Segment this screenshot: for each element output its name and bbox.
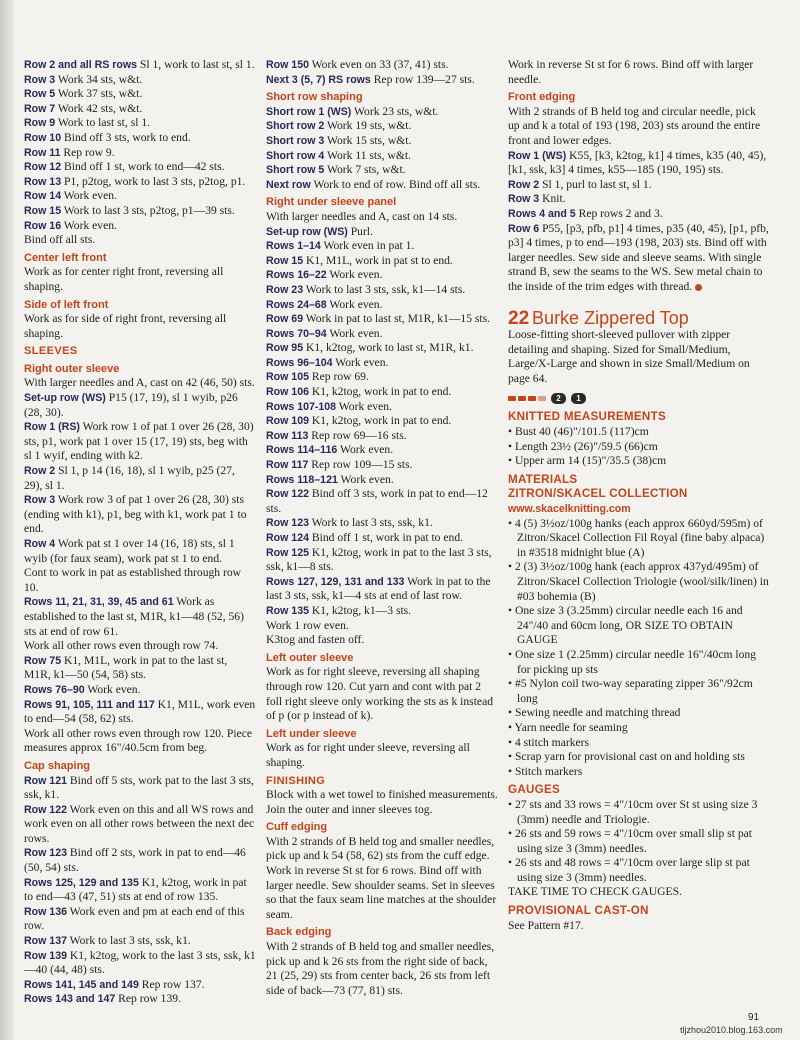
- instruction-row: [24, 116, 256, 131]
- measurements-heading: KNITTED MEASUREMENTS: [508, 410, 667, 424]
- row-text: Rep row 139.: [115, 992, 181, 1006]
- row-text: Work even.: [337, 472, 394, 486]
- instruction-row: [266, 575, 498, 604]
- row-label: Rows 143 and 147: [24, 993, 116, 1006]
- row-label: Row 122: [266, 488, 309, 501]
- material-item: • One size 3 (3.25mm) circular needle each 16 and 24"/40 and 60cm long, OR SIZE TO OBTAIN GAUGE: [508, 604, 743, 647]
- row-text: K55, [k3, k2tog, k1] 4 times, k35 (40, 45), [k1, ssk, k3] 4 times, k55—185 (190, 195) sts.: [508, 148, 767, 177]
- row-label: Rows 4 and 5: [508, 207, 576, 220]
- gauges-heading: GAUGES: [508, 783, 561, 797]
- instruction-row: [24, 537, 256, 566]
- row-label: Short row 1 (WS): [266, 105, 352, 118]
- row-label: Row 23: [266, 283, 304, 296]
- row-label: Row 4: [24, 538, 56, 550]
- row-text: Bind off 5 sts, work pat to the last 3 sts, ssk, k1.: [24, 773, 254, 802]
- row-label: Row 3: [508, 193, 540, 206]
- instruction-row: [266, 429, 498, 444]
- instruction-row: [508, 222, 770, 295]
- row-text: Work row 3 of pat 1 over 26 (28, 30) sts (ending with k1), p1, beg with k1, work pat 1 to end.: [24, 493, 247, 536]
- row-text: Work as for center right front, reversing all shaping.: [24, 265, 224, 293]
- row-text: Work even on 33 (37, 41) sts.: [308, 58, 449, 71]
- row-text: Work to end of row. Bind off all sts.: [310, 177, 481, 191]
- row-label: Row 122: [24, 803, 67, 816]
- instruction-row: [508, 149, 770, 178]
- instruction-row: [24, 774, 256, 803]
- row-label: Row 105: [266, 371, 309, 384]
- row-label: Short row 4: [266, 149, 325, 162]
- row-label: Row 11: [24, 146, 61, 159]
- instruction-row: [266, 239, 498, 254]
- row-label: Rows 118–121: [266, 473, 338, 486]
- row-text: Work to last st, sl 1.: [55, 116, 151, 130]
- section-heading: SLEEVES: [24, 345, 78, 358]
- row-label: Row 137: [24, 935, 67, 948]
- row-label: Set-up row (WS): [24, 392, 106, 405]
- row-label: Row 75: [24, 654, 62, 667]
- row-text: Bind off 2 sts, work in pat to end—46 (50, 54) sts.: [24, 846, 246, 875]
- row-text: Rep row 69—16 sts.: [308, 428, 407, 442]
- row-label: Rows 125, 129 and 135: [24, 876, 139, 889]
- row-label: Row 2: [24, 465, 56, 478]
- row-label: Row 14: [24, 190, 62, 203]
- row-text: K1, k2tog, k1—3 sts.: [308, 603, 412, 617]
- row-text: P55, [p3, pfb, p1] 4 times, p35 (40, 45), [p1, pfb, p3] 4 times, p to end—193 (198, 203) sts. Bind off with larger needles. Sew side and sleeve seams. With single strand B, sew the seams to the WS. Sew metal chain to the inside of the trim edges with thread.: [508, 221, 769, 293]
- material-item: • Scrap yarn for provisional cast on and holding sts: [508, 750, 745, 764]
- row-text: Work as for right sleeve, reversing all shaping through row 120. Cut yarn and cont with pat 2 foll right sleeve only working the sts as k instead of p (or p instead of k).: [266, 665, 494, 723]
- row-label: Row 69: [266, 313, 304, 326]
- section-heading: Right under sleeve panel: [266, 196, 397, 209]
- row-text: K1, k2tog, work to last st, M1R, k1.: [303, 341, 474, 355]
- row-text: Sl 1, p 14 (16, 18), sl 1 wyib, p25 (27, 29), sl 1.: [24, 464, 235, 492]
- row-text: K3tog and fasten off.: [266, 633, 365, 647]
- row-label: Short row 3: [266, 134, 325, 147]
- instruction-row: [266, 385, 498, 400]
- instruction-row: [24, 391, 256, 420]
- row-label: Rows 91, 105, 111 and 117: [24, 698, 155, 711]
- pattern-title: [508, 307, 770, 329]
- row-text: Work all other rows even through row 74.: [24, 639, 219, 653]
- row-text: Work 7 sts, w&t.: [324, 163, 406, 177]
- row-text: Sl 1, purl to last st, sl 1.: [539, 177, 652, 191]
- row-label: Row 10: [24, 131, 62, 144]
- section-heading: Cuff edging: [266, 821, 328, 834]
- instruction-row: [266, 458, 498, 473]
- section-heading: Front edging: [508, 91, 576, 104]
- row-label: Row 106: [266, 386, 309, 399]
- row-text: Work as established to the last st, M1R, k1—48 (52, 56) sts at end of row 61.: [24, 595, 244, 638]
- instruction-row: [24, 803, 256, 847]
- instruction-row: [266, 531, 498, 546]
- instruction-text: [266, 619, 498, 634]
- row-label: Rows 70–94: [266, 327, 327, 340]
- row-text: Purl.: [347, 224, 373, 238]
- instruction-row: [24, 992, 256, 1007]
- row-text: Work 34 sts, w&t.: [55, 72, 143, 86]
- row-label: Rows 11, 21, 31, 39, 45 and 61: [24, 596, 174, 609]
- instruction-text: [266, 210, 498, 225]
- row-text: Work even.: [84, 682, 141, 696]
- instruction-text: [24, 639, 256, 654]
- row-label: Row 12: [24, 161, 62, 174]
- instruction-row: [508, 178, 770, 193]
- row-label: Row 5: [24, 88, 56, 101]
- instruction-row: [266, 149, 498, 164]
- instruction-text: [24, 376, 256, 391]
- row-label: Rows 114–116: [266, 444, 338, 457]
- instruction-row: [508, 192, 770, 207]
- row-label: Rows 141, 145 and 149: [24, 978, 139, 991]
- row-text: Work 42 sts, w&t.: [55, 101, 143, 115]
- row-label: Row 16: [24, 219, 62, 232]
- section-heading: FINISHING: [266, 774, 326, 787]
- instruction-row: [24, 58, 256, 73]
- row-label: Rows 107-108: [266, 400, 337, 413]
- column-left: [24, 58, 256, 1007]
- instruction-row: [24, 131, 256, 146]
- row-text: Work even.: [336, 399, 392, 413]
- row-text: Bind off all sts.: [24, 233, 96, 247]
- skill-dash-icon: [518, 396, 526, 401]
- row-text: Work pat st 1 over 14 (16, 18) sts, sl 1 wyib (for faux seam), work pat st 1 to end.: [24, 537, 235, 565]
- materials-heading: MATERIALS: [508, 472, 578, 486]
- skill-level-indicator: [508, 393, 770, 404]
- watermark: tljzhou2010.blog.163.com: [680, 1025, 783, 1035]
- row-text: Work to last 3 sts, ssk, k1.: [308, 516, 433, 530]
- row-text: Work even.: [326, 297, 383, 311]
- row-label: Row 113: [266, 429, 309, 442]
- instruction-row: [24, 493, 256, 537]
- yarn-weight-badge: 1: [571, 393, 586, 404]
- row-text: K1, k2tog, work in pat to the last 3 sts, ssk, k1—8 sts.: [266, 545, 492, 574]
- row-text: Work even.: [337, 443, 394, 457]
- row-label: Row 3: [24, 73, 56, 86]
- instruction-row: [266, 134, 498, 149]
- material-item: • 4 stitch markers: [508, 735, 590, 749]
- gauge-item: • 26 sts and 48 rows = 4"/10cm over large slip st pat using size 3 (3mm) needles.: [508, 856, 750, 884]
- row-text: Cont to work in pat as established through row 10.: [24, 566, 242, 594]
- instruction-row: [24, 464, 256, 493]
- instruction-row: [266, 225, 498, 240]
- instruction-row: [266, 73, 498, 88]
- instruction-row: [266, 58, 498, 73]
- row-label: Row 15: [24, 204, 62, 217]
- instruction-text: [24, 566, 256, 595]
- row-label: Row 7: [24, 102, 56, 115]
- row-label: Next 3 (5, 7) RS rows: [266, 73, 371, 86]
- material-item: • Stitch markers: [508, 764, 583, 778]
- yarn-weight-badge: 2: [551, 393, 566, 404]
- material-item: • Yarn needle for seaming: [508, 720, 628, 734]
- material-item: • 4 (5) 3½oz/100g hanks (each approx 660yd/595m) of Zitron/Skacel Collection Fil Royal (fine baby alpaca) in #3518 midnight blue (A): [508, 516, 765, 559]
- row-label: Row 125: [266, 546, 309, 559]
- row-text: Work even.: [326, 268, 383, 282]
- row-text: Work to last 3 sts, ssk, k1—14 sts.: [303, 282, 466, 296]
- pattern-name: Burke Zippered Top: [532, 307, 689, 328]
- row-text: With larger needles and A, cast on 14 sts.: [266, 209, 458, 223]
- row-label: Row 123: [24, 847, 67, 860]
- row-label: Row 1 (WS): [508, 149, 567, 162]
- measurement-item: • Upper arm 14 (15)"/35.5 (38)cm: [508, 454, 667, 468]
- row-text: Work even.: [61, 189, 117, 203]
- row-label: Row 139: [24, 949, 67, 962]
- section-heading: Back edging: [266, 926, 332, 939]
- provisional-heading: PROVISIONAL CAST-ON: [508, 904, 649, 918]
- row-text: Work even.: [61, 218, 117, 232]
- instruction-row: [24, 87, 256, 102]
- gauge-item: • 27 sts and 33 rows = 4"/10cm over St st using size 3 (3mm) needle and Triologie.: [508, 797, 758, 826]
- pattern-intro: Loose-fitting short-sleeved pullover with zipper detailing and shaping. Sized for Small/Medium, Large/X-Large and shown in size Small/Medium on page 64.: [508, 328, 750, 385]
- column-middle: [266, 58, 498, 998]
- row-label: Row 121: [24, 774, 67, 787]
- instruction-text: [266, 633, 498, 648]
- row-label: Row 95: [266, 342, 304, 355]
- instruction-row: [266, 604, 498, 619]
- gauge-item: • 26 sts and 59 rows = 4"/10cm over small slip st pat using size 3 (3mm) needles.: [508, 827, 752, 855]
- end-of-pattern-icon: [695, 284, 702, 291]
- instruction-text: [266, 940, 498, 998]
- instruction-row: [266, 163, 498, 178]
- instruction-row: [266, 516, 498, 531]
- section-heading: Left outer sleeve: [266, 651, 354, 664]
- row-text: Work 37 sts, w&t.: [55, 87, 143, 101]
- row-text: Rep row 139—27 sts.: [370, 72, 475, 86]
- instruction-row: [24, 949, 256, 978]
- row-label: Rows 127, 129, 131 and 133: [266, 575, 405, 588]
- material-item: • 2 (3) 3½oz/100g hank (each approx 437yd/495m) of Zitron/Skacel Collection Triologie (wool/silk/linen) in #03 bohemia (B): [508, 560, 769, 603]
- row-label: Row 135: [266, 604, 309, 617]
- row-label: Row 6: [508, 222, 540, 235]
- row-text: With larger needles and A, cast on 42 (46, 50) sts.: [24, 376, 255, 390]
- row-label: Row 15: [266, 254, 304, 267]
- row-text: Work in reverse St st for 6 rows. Bind off with larger needle.: [508, 58, 754, 86]
- instruction-row: [266, 105, 498, 120]
- instruction-row: [266, 268, 498, 283]
- row-text: K1, M1L, work in pat to the last st, M1R, k1—50 (54, 58) sts.: [24, 653, 228, 682]
- row-text: Work even and pm at each end of this row.: [24, 904, 245, 933]
- row-label: Row 109: [266, 415, 309, 428]
- instruction-text: [508, 58, 770, 87]
- page-gutter-shadow: [0, 0, 14, 1040]
- instruction-row: [508, 207, 770, 222]
- instruction-row: [266, 312, 498, 327]
- section-heading: Left under sleeve: [266, 727, 357, 740]
- row-text: Work even.: [332, 355, 389, 369]
- row-label: Short row 2: [266, 120, 325, 133]
- measurement-item: • Bust 40 (46)"/101.5 (117)cm: [508, 425, 649, 439]
- row-text: Work 11 sts, w&t.: [324, 148, 411, 162]
- instruction-row: [266, 356, 498, 371]
- row-text: Work 23 sts, w&t.: [351, 104, 439, 118]
- row-text: Work in pat to the last 3 sts, ssk, k1—4 sts at end of last row.: [266, 574, 491, 603]
- instruction-row: [266, 254, 498, 269]
- row-label: Rows 1–14: [266, 240, 321, 253]
- instruction-row: [266, 400, 498, 415]
- row-text: K1, M1L, work in pat st to end.: [303, 253, 453, 267]
- instruction-row: [266, 341, 498, 356]
- row-text: Work 19 sts, w&t.: [324, 119, 412, 133]
- skill-dash-icon: [528, 396, 536, 401]
- instruction-text: [24, 233, 256, 248]
- row-label: Row 150: [266, 59, 309, 71]
- gauge-note: TAKE TIME TO CHECK GAUGES.: [508, 885, 682, 899]
- row-text: With 2 strands of B held tog and smaller needles, pick up and k 26 sts from the right side of back, 21 (25, 29) sts from center back, 26 sts from left side of back—73 (77, 81) sts.: [266, 940, 495, 997]
- instruction-row: [24, 595, 256, 639]
- instruction-text: [266, 835, 498, 923]
- row-label: Rows 96–104: [266, 356, 333, 369]
- row-text: K1, k2tog, work in pat to end.: [308, 385, 452, 399]
- instruction-row: [266, 414, 498, 429]
- instruction-row: [24, 876, 256, 905]
- row-text: Bind off 1 st, work in pat to end.: [308, 531, 464, 544]
- instruction-row: [24, 102, 256, 117]
- section-heading: Right outer sleeve: [24, 362, 120, 375]
- row-label: Row 3: [24, 494, 56, 507]
- row-text: Work to last 3 sts, p2tog, p1—39 sts.: [61, 203, 235, 217]
- row-text: With 2 strands of B held tog and smaller needles, pick up and k 54 (58, 62) sts from the cuff edge. Work in reverse St st for 6 rows. Bind off with larger needle. Sew shoulder seams. Set in sleeves so that the faux seam line matches at the shoulder seam.: [266, 834, 497, 921]
- row-text: With 2 strands of B held tog and circular needle, pick up and k a total of 193 (198, 203) sts around the entire front and lower edges.: [508, 104, 761, 147]
- row-text: P1, p2tog, work to last 3 sts, p2tog, p1.: [61, 174, 246, 188]
- instruction-text: [24, 727, 256, 756]
- instruction-row: [266, 283, 498, 298]
- row-text: K1, M1L, work even to end—54 (58, 62) sts.: [24, 697, 256, 726]
- instruction-row: [24, 698, 256, 727]
- instruction-row: [24, 905, 256, 934]
- row-label: Row 2: [508, 178, 540, 191]
- row-text: Rep row 109—15 sts.: [308, 458, 413, 472]
- row-label: Row 124: [266, 532, 309, 544]
- instruction-row: [24, 654, 256, 683]
- row-text: Work in pat to last st, M1R, k1—15 sts.: [303, 312, 491, 326]
- measurement-item: • Length 23½ (26)"/59.5 (66)cm: [508, 439, 658, 453]
- row-text: K1, k2tog, work in pat to end.: [308, 414, 452, 428]
- row-label: Row 117: [266, 459, 309, 472]
- row-text: Bind off 3 sts, work to end.: [61, 130, 191, 144]
- section-heading: Center left front: [24, 251, 107, 264]
- row-text: Work 15 sts, w&t.: [324, 133, 412, 147]
- instruction-row: [266, 370, 498, 385]
- row-text: K1, k2tog, work in pat to end—43 (47, 51) sts at end of row 135.: [24, 875, 247, 904]
- instruction-row: [266, 443, 498, 458]
- instruction-row: [24, 846, 256, 875]
- page-number: 91: [748, 1012, 760, 1023]
- row-text: Rep row 9.: [60, 145, 115, 159]
- instruction-row: [24, 175, 256, 190]
- row-text: Rep rows 2 and 3.: [575, 206, 663, 220]
- section-heading: Cap shaping: [24, 759, 91, 772]
- row-text: P15 (17, 19), sl 1 wyib, p26 (28, 30).: [24, 391, 238, 419]
- brand-url: www.skacelknitting.com: [508, 503, 631, 516]
- pattern-number: 22: [508, 307, 530, 329]
- row-text: Work all other rows even through row 120. Piece measures approx 16"/40.5cm from beg.: [24, 726, 252, 755]
- material-item: • Sewing needle and matching thread: [508, 706, 681, 720]
- row-label: Row 2 and all RS rows: [24, 59, 138, 71]
- instruction-row: [24, 219, 256, 234]
- row-text: Knit.: [539, 192, 566, 206]
- row-label: Row 13: [24, 175, 62, 188]
- instruction-row: [266, 298, 498, 313]
- instruction-row: [24, 160, 256, 175]
- row-text: K1, k2tog, work to the last 3 sts, ssk, k1—40 (44, 48) sts.: [24, 948, 256, 977]
- row-text: Bind off 3 sts, work in pat to end—12 sts.: [266, 487, 488, 515]
- section-heading: Side of left front: [24, 298, 109, 311]
- row-text: Rep row 137.: [138, 977, 205, 991]
- front-edging-section: [508, 58, 770, 295]
- row-label: Rows 76–90: [24, 683, 85, 696]
- row-text: Work 1 row even.: [266, 618, 349, 632]
- instruction-row: [24, 189, 256, 204]
- row-label: Short row 5: [266, 164, 325, 177]
- row-label: Row 1 (RS): [24, 421, 80, 434]
- instruction-row: [24, 146, 256, 161]
- instruction-text: [24, 312, 256, 341]
- row-text: Sl 1, work to last st, sl 1.: [137, 58, 255, 71]
- row-text: Work row 1 of pat 1 over 26 (28, 30) sts, p1, work pat 1 over 15 (17, 19) sts, beg with sl 1 wyif, ending with k2.: [24, 420, 254, 463]
- row-text: Work even.: [326, 326, 383, 340]
- instruction-row: [266, 487, 498, 516]
- row-label: Row 9: [24, 117, 56, 130]
- row-label: Row 136: [24, 905, 67, 918]
- row-label: Rows 24–68: [266, 298, 327, 311]
- row-text: Bind off 1 st, work to end—42 sts.: [61, 160, 225, 174]
- material-item: • #5 Nylon coil two-way separating zipper 36"/92cm long: [508, 677, 753, 705]
- provisional-text: See Pattern #17.: [508, 918, 584, 932]
- row-label: Rows 16–22: [266, 269, 327, 282]
- row-text: Work to last 3 sts, ssk, k1.: [66, 934, 191, 948]
- row-label: Next row: [266, 178, 311, 191]
- material-item: • One size 1 (2.25mm) circular needle 16"/40cm long for picking up sts: [508, 647, 757, 676]
- row-label: Set-up row (WS): [266, 225, 348, 238]
- row-text: Work as for side of right front, reversing all shaping.: [24, 312, 227, 340]
- row-label: Row 123: [266, 517, 309, 530]
- materials-brand: ZITRON/SKACEL COLLECTION: [508, 487, 688, 501]
- instruction-row: [24, 204, 256, 219]
- instruction-row: [266, 327, 498, 342]
- instruction-row: [266, 178, 498, 193]
- instruction-row: [24, 683, 256, 698]
- instruction-text: [266, 665, 498, 723]
- instruction-text: [266, 741, 498, 770]
- column-right: [508, 58, 770, 933]
- instruction-text: [266, 788, 498, 817]
- instruction-text: [24, 265, 256, 294]
- instruction-row: [24, 978, 256, 993]
- skill-dash-icon: [538, 396, 546, 401]
- row-text: Rep row 69.: [308, 370, 369, 384]
- row-text: Work even in pat 1.: [320, 239, 415, 253]
- skill-dash-icon: [508, 396, 516, 401]
- section-heading: Short row shaping: [266, 91, 363, 104]
- row-text: Work even on this and all WS rows and work even on all other rows between the next dec rows.: [24, 802, 255, 845]
- instruction-row: [266, 473, 498, 488]
- instruction-row: [266, 546, 498, 575]
- row-text: Block with a wet towel to finished measurements. Join the outer and inner sleeves tog.: [266, 788, 498, 816]
- row-text: Work as for right under sleeve, reversing all shaping.: [266, 741, 470, 769]
- instruction-row: [24, 73, 256, 88]
- instruction-text: [508, 105, 770, 149]
- instruction-row: [24, 420, 256, 464]
- instruction-row: [266, 119, 498, 134]
- instruction-row: [24, 934, 256, 949]
